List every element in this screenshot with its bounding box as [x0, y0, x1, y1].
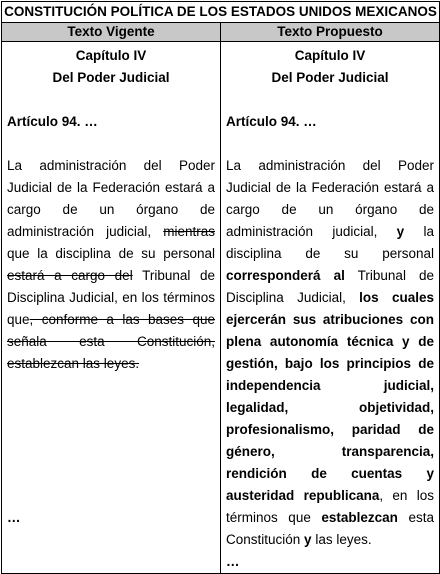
- proposed-text-cell: [221, 42, 440, 574]
- text-segment: que la disciplina de su personal: [7, 246, 215, 261]
- added-text: y: [396, 224, 405, 239]
- content-row: [2, 42, 440, 574]
- proposed-paragraph: [226, 155, 434, 551]
- section-heading: Del Poder Judicial: [271, 70, 389, 85]
- ellipsis: …: [226, 554, 240, 569]
- ellipsis: …: [7, 510, 21, 525]
- chapter-heading: Capítulo IV: [75, 48, 147, 63]
- text-segment: Tribunal de Disciplina Judicial,: [226, 268, 435, 305]
- text-segment: la disciplina de su personal: [226, 224, 434, 261]
- text-segment: Tribunal de Disciplina Judicial, en los términos que: [7, 268, 215, 327]
- added-text: establezcan: [321, 510, 398, 525]
- section-heading: Del Poder Judicial: [52, 70, 170, 85]
- text-segment: esta Constitución: [226, 510, 434, 547]
- column-header-current: Texto Vigente: [2, 23, 221, 42]
- document-title: CONSTITUCIÓN POLÍTICA DE LOS ESTADOS UNIDOS MEXICANOS: [2, 2, 440, 23]
- text-segment: La administración del Poder Judicial de la Federación estará a cargo de un órgano de administración judicial,: [7, 158, 215, 239]
- comparison-table: [1, 1, 440, 574]
- deleted-text: mientras: [163, 224, 215, 239]
- added-text: y: [304, 532, 312, 547]
- deleted-text: estará a cargo del: [7, 268, 133, 283]
- article-heading: Artículo 94. …: [7, 114, 98, 129]
- chapter-heading: Capítulo IV: [294, 48, 366, 63]
- text-segment: las leyes.: [311, 532, 372, 547]
- column-header-row: [2, 23, 440, 42]
- deleted-text: , conforme a las bases que señala esta Constitución, establezcan las leyes.: [7, 312, 215, 371]
- column-header-proposed: Texto Propuesto: [221, 23, 440, 42]
- current-paragraph: [7, 155, 215, 375]
- added-text: corresponderá al: [226, 268, 345, 283]
- text-segment: La administración del Poder Judicial de la Federación estará a cargo de un órgano de administración judicial,: [226, 158, 434, 239]
- added-text: los cuales ejercerán sus atribuciones con plena autonomía técnica y de gestión, bajo los principios de independencia judicial, legalidad, objetividad, profesionalismo, paridad de género, transparencia, rendición de cuentas y austeridad republicana: [226, 290, 434, 503]
- article-heading: Artículo 94. …: [226, 114, 317, 129]
- title-row: [2, 2, 440, 23]
- current-text-cell: [2, 42, 221, 574]
- text-segment: , en los términos que: [226, 488, 434, 525]
